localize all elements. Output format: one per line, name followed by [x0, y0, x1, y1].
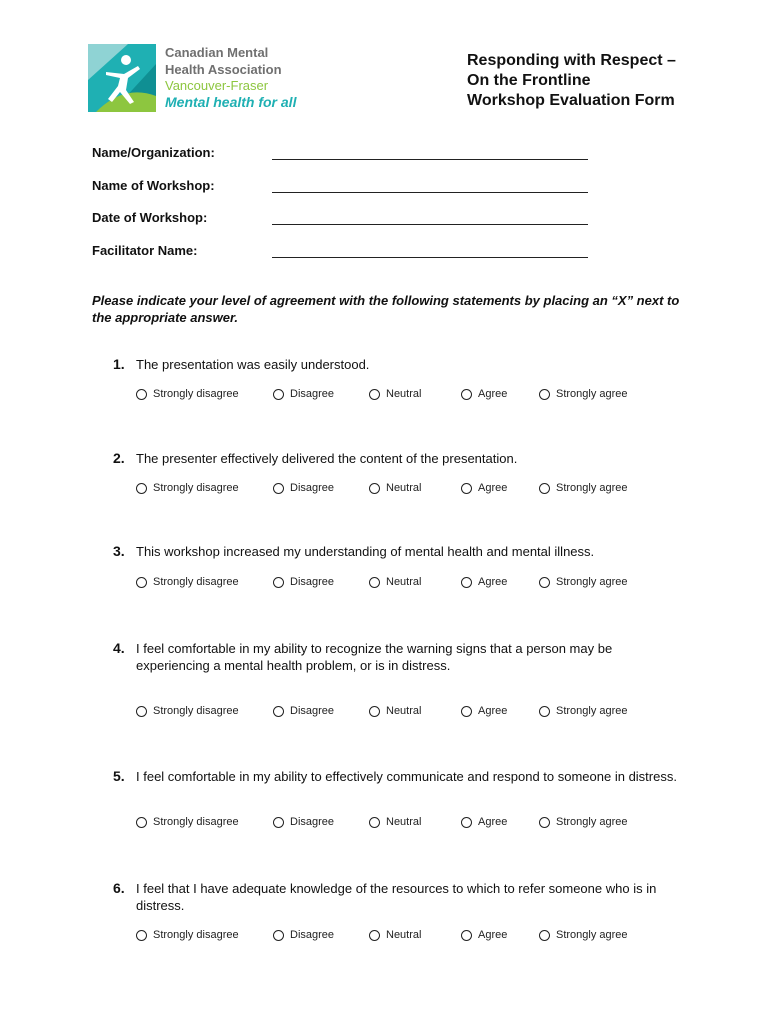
option-label: Disagree [290, 929, 335, 941]
title-line-2: On the Frontline [467, 72, 591, 89]
question-number: 3. [113, 543, 125, 559]
option-strongly-disagree[interactable] [136, 816, 239, 828]
radio-circle-icon[interactable] [539, 706, 550, 717]
radio-circle-icon[interactable] [539, 483, 550, 494]
option-agree[interactable] [461, 705, 507, 717]
option-strongly-disagree[interactable] [136, 576, 239, 588]
option-disagree[interactable] [273, 482, 334, 494]
option-neutral[interactable] [369, 576, 421, 588]
option-label: Neutral [386, 705, 422, 717]
radio-circle-icon[interactable] [461, 483, 472, 494]
title-line-1: Responding with Respect – [467, 52, 676, 69]
option-strongly-agree[interactable] [539, 576, 628, 588]
option-label: Agree [478, 816, 508, 828]
question-number: 5. [113, 768, 125, 784]
question-number: 4. [113, 640, 125, 656]
radio-circle-icon[interactable] [273, 577, 284, 588]
option-label: Disagree [290, 705, 335, 717]
question-number: 6. [113, 880, 125, 896]
radio-circle-icon[interactable] [136, 483, 147, 494]
option-label: Agree [478, 388, 508, 400]
field-blank-line[interactable] [272, 257, 588, 258]
org-tagline: Mental health for all [165, 94, 297, 110]
option-strongly-agree[interactable] [539, 388, 628, 400]
option-label: Strongly disagree [153, 482, 239, 494]
instructions: Please indicate your level of agreement with the following statements by placing an “X” next to the appropriate answer. [92, 293, 680, 325]
option-label: Agree [478, 929, 508, 941]
cmha-logo [88, 44, 298, 116]
field-blank-line[interactable] [272, 159, 588, 160]
question-text: I feel that I have adequate knowledge of the resources to which to refer someone who is in distress. [136, 881, 657, 913]
org-name-line2: Health Association [165, 62, 282, 77]
radio-circle-icon[interactable] [369, 930, 380, 941]
question-text: I feel comfortable in my ability to recognize the warning signs that a person may be experiencing a mental health problem, or is in distress. [136, 641, 613, 673]
option-strongly-disagree[interactable] [136, 705, 239, 717]
option-neutral[interactable] [369, 816, 421, 828]
option-agree[interactable] [461, 576, 507, 588]
option-label: Strongly agree [556, 576, 628, 588]
option-label: Strongly agree [556, 816, 628, 828]
option-agree[interactable] [461, 482, 507, 494]
option-label: Strongly agree [556, 705, 628, 717]
field-label: Name/Organization: [92, 145, 215, 160]
field-label: Date of Workshop: [92, 210, 208, 225]
question-text: The presentation was easily understood. [136, 357, 370, 372]
radio-circle-icon[interactable] [369, 577, 380, 588]
option-label: Neutral [386, 816, 422, 828]
field-label: Name of Workshop: [92, 178, 215, 193]
radio-circle-icon[interactable] [136, 930, 147, 941]
option-disagree[interactable] [273, 388, 334, 400]
option-disagree[interactable] [273, 576, 334, 588]
option-label: Neutral [386, 576, 422, 588]
question-text: The presenter effectively delivered the content of the presentation. [136, 451, 518, 466]
option-disagree[interactable] [273, 816, 334, 828]
radio-circle-icon[interactable] [461, 817, 472, 828]
option-label: Agree [478, 576, 508, 588]
option-label: Strongly agree [556, 482, 628, 494]
field-workshop-date [92, 210, 207, 228]
option-label: Strongly disagree [153, 576, 239, 588]
option-agree[interactable] [461, 929, 507, 941]
title-line-3: Workshop Evaluation Form [467, 92, 675, 109]
option-strongly-disagree[interactable] [136, 929, 239, 941]
question-number: 1. [113, 356, 125, 372]
option-label: Strongly disagree [153, 816, 239, 828]
option-agree[interactable] [461, 388, 507, 400]
radio-circle-icon[interactable] [136, 389, 147, 400]
radio-circle-icon[interactable] [136, 706, 147, 717]
option-label: Disagree [290, 482, 335, 494]
cmha-logo-mark-icon [88, 44, 156, 112]
radio-circle-icon[interactable] [539, 930, 550, 941]
option-label: Disagree [290, 576, 335, 588]
option-disagree[interactable] [273, 929, 334, 941]
radio-circle-icon[interactable] [539, 389, 550, 400]
question-text: This workshop increased my understanding of mental health and mental illness. [136, 544, 595, 559]
option-label: Agree [478, 705, 508, 717]
form-title [467, 51, 676, 111]
field-workshop-name [92, 178, 215, 196]
radio-circle-icon[interactable] [369, 817, 380, 828]
option-label: Disagree [290, 388, 335, 400]
option-strongly-disagree[interactable] [136, 388, 239, 400]
option-neutral[interactable] [369, 705, 421, 717]
option-label: Disagree [290, 816, 335, 828]
option-label: Neutral [386, 482, 422, 494]
field-name-organization [92, 145, 215, 163]
option-strongly-agree[interactable] [539, 705, 628, 717]
radio-circle-icon[interactable] [461, 389, 472, 400]
option-disagree[interactable] [273, 705, 334, 717]
radio-circle-icon[interactable] [136, 817, 147, 828]
radio-circle-icon[interactable] [273, 706, 284, 717]
radio-circle-icon[interactable] [461, 577, 472, 588]
radio-circle-icon[interactable] [369, 706, 380, 717]
radio-circle-icon[interactable] [539, 817, 550, 828]
option-neutral[interactable] [369, 929, 421, 941]
option-strongly-agree[interactable] [539, 816, 628, 828]
radio-circle-icon[interactable] [461, 930, 472, 941]
option-label: Strongly agree [556, 388, 628, 400]
org-branch: Vancouver-Fraser [165, 78, 269, 93]
option-strongly-agree[interactable] [539, 929, 628, 941]
org-name-line1: Canadian Mental [165, 45, 269, 60]
radio-circle-icon[interactable] [369, 483, 380, 494]
option-strongly-disagree[interactable] [136, 482, 239, 494]
field-blank-line[interactable] [272, 192, 588, 193]
option-label: Strongly disagree [153, 929, 239, 941]
option-label: Strongly agree [556, 929, 628, 941]
question-text: I feel comfortable in my ability to effectively communicate and respond to someone in distress. [136, 769, 677, 784]
radio-circle-icon[interactable] [539, 577, 550, 588]
radio-circle-icon[interactable] [369, 389, 380, 400]
option-label: Strongly disagree [153, 705, 239, 717]
option-strongly-agree[interactable] [539, 482, 628, 494]
option-agree[interactable] [461, 816, 507, 828]
radio-circle-icon[interactable] [273, 389, 284, 400]
question-number: 2. [113, 450, 125, 466]
radio-circle-icon[interactable] [273, 817, 284, 828]
option-label: Neutral [386, 929, 422, 941]
option-label: Neutral [386, 388, 422, 400]
field-facilitator-name [92, 243, 197, 261]
option-label: Agree [478, 482, 508, 494]
field-blank-line[interactable] [272, 224, 588, 225]
option-neutral[interactable] [369, 482, 421, 494]
radio-circle-icon[interactable] [273, 930, 284, 941]
radio-circle-icon[interactable] [461, 706, 472, 717]
option-label: Strongly disagree [153, 388, 239, 400]
radio-circle-icon[interactable] [273, 483, 284, 494]
field-label: Facilitator Name: [92, 243, 198, 258]
option-neutral[interactable] [369, 388, 421, 400]
radio-circle-icon[interactable] [136, 577, 147, 588]
